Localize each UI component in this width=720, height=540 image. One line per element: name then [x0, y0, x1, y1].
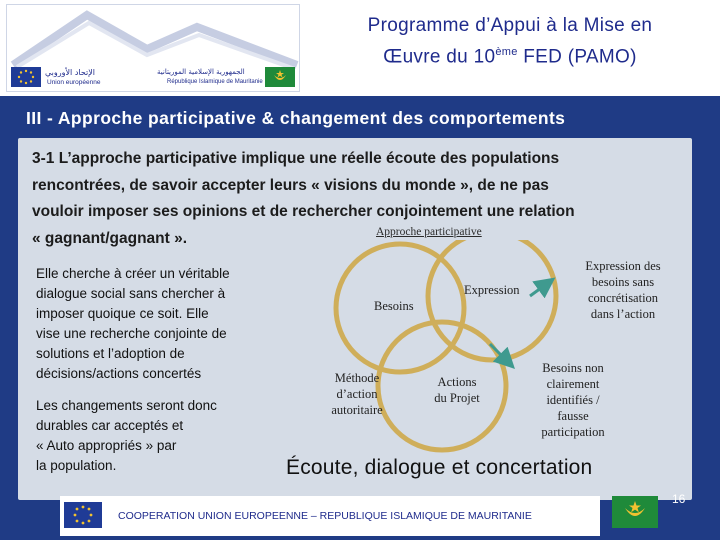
- mauritania-label-arabic: الجمهورية الإسلامية الموريتانية: [157, 68, 245, 76]
- intro-line: rencontrées, de savoir accepter leurs « visions du monde », de ne pas: [32, 176, 549, 194]
- footer-eu-flag-icon: [64, 502, 102, 528]
- eu-label-latin: Union européenne: [47, 79, 101, 86]
- label-besoins: Besoins: [374, 299, 414, 313]
- label-line: identifiés /: [546, 393, 600, 407]
- conclusion-title: Écoute, dialogue et concertation: [286, 456, 593, 479]
- label-line: clairement: [546, 377, 600, 391]
- title-line-2: [300, 39, 720, 70]
- changes-paragraph: [36, 396, 276, 476]
- paragraph-line: vise une recherche conjointe de: [36, 326, 227, 341]
- partner-logo-banner: [6, 4, 300, 92]
- page-number: 16: [672, 492, 686, 506]
- label-expression: Expression: [464, 283, 520, 297]
- slide-title: [300, 12, 720, 70]
- section-heading: III - Approche participative & changement des comportements: [26, 108, 566, 128]
- intro-line: « gagnant/gagnant ».: [32, 229, 188, 247]
- title-line-2-prefix: Œuvre du 10: [383, 46, 496, 68]
- crescent-star-icon: [265, 67, 295, 87]
- eu-stars-icon: [11, 67, 41, 87]
- mauritania-flag-icon: [265, 67, 295, 87]
- cooperation-text: COOPERATION UNION EUROPEENNE – REPUBLIQUE ISLAMIQUE DE MAURITANIE: [118, 510, 532, 522]
- mauritania-label-latin: République Islamique de Mauritanie: [167, 79, 263, 85]
- paragraph-line: durables car acceptés et: [36, 418, 184, 433]
- label-line: fausse: [557, 409, 589, 423]
- paragraph-line: décisions/actions concertés: [36, 366, 202, 381]
- crescent-star-icon: [612, 496, 658, 528]
- intro-line: 3-1 L’approche participative implique une réelle écoute des populations: [32, 150, 560, 167]
- title-line-1: Programme d’Appui à la Mise en: [367, 15, 653, 36]
- eu-flag-icon: [11, 67, 41, 87]
- header: [0, 0, 720, 96]
- paragraph-line: Elle cherche à créer un véritable: [36, 266, 230, 281]
- paragraph-line: la population.: [36, 458, 117, 473]
- label-actions-projet: [420, 374, 494, 406]
- label-line: autoritaire: [331, 403, 383, 417]
- title-line-2-suffix: FED (PAMO): [517, 46, 637, 68]
- label-besoins-non-identifies: [524, 360, 622, 440]
- label-line: dans l’action: [590, 307, 656, 321]
- eu-label-arabic: الإتحاد الأوروبي: [45, 68, 95, 77]
- intro-paragraph: [32, 146, 672, 252]
- label-line: du Projet: [434, 391, 480, 405]
- paragraph-line: imposer quoique ce soit. Elle: [36, 306, 209, 321]
- paragraph-line: « Auto appropriés » par: [36, 438, 177, 453]
- dialogue-paragraph: [36, 264, 298, 384]
- paragraph-line: dialogue social sans chercher à: [36, 286, 226, 301]
- venn-circle-expression: [428, 240, 556, 360]
- label-line: participation: [541, 425, 605, 439]
- label-methode-autoritaire: [318, 370, 396, 418]
- label-line: Expression des: [585, 259, 661, 273]
- label-line: besoins sans: [591, 275, 655, 289]
- label-line: concrétisation: [587, 291, 659, 305]
- footer-mauritania-flag-icon: [612, 496, 658, 528]
- paragraph-line: solutions et l’adoption de: [36, 346, 185, 361]
- label-line: Actions: [437, 375, 477, 389]
- title-superscript: ème: [495, 46, 518, 58]
- paragraph-line: Les changements seront donc: [36, 398, 217, 413]
- label-line: Méthode: [334, 371, 380, 385]
- label-line: d’action: [336, 387, 378, 401]
- label-expression-sans-concretisation: [568, 258, 678, 322]
- diagram-title: Approche participative: [376, 226, 482, 238]
- label-line: Besoins non: [542, 361, 604, 375]
- eu-stars-icon: [64, 502, 102, 528]
- arrow-to-expression: [530, 280, 552, 296]
- intro-line: vouloir imposer ses opinions et de rechercher conjointement une relation: [32, 203, 575, 220]
